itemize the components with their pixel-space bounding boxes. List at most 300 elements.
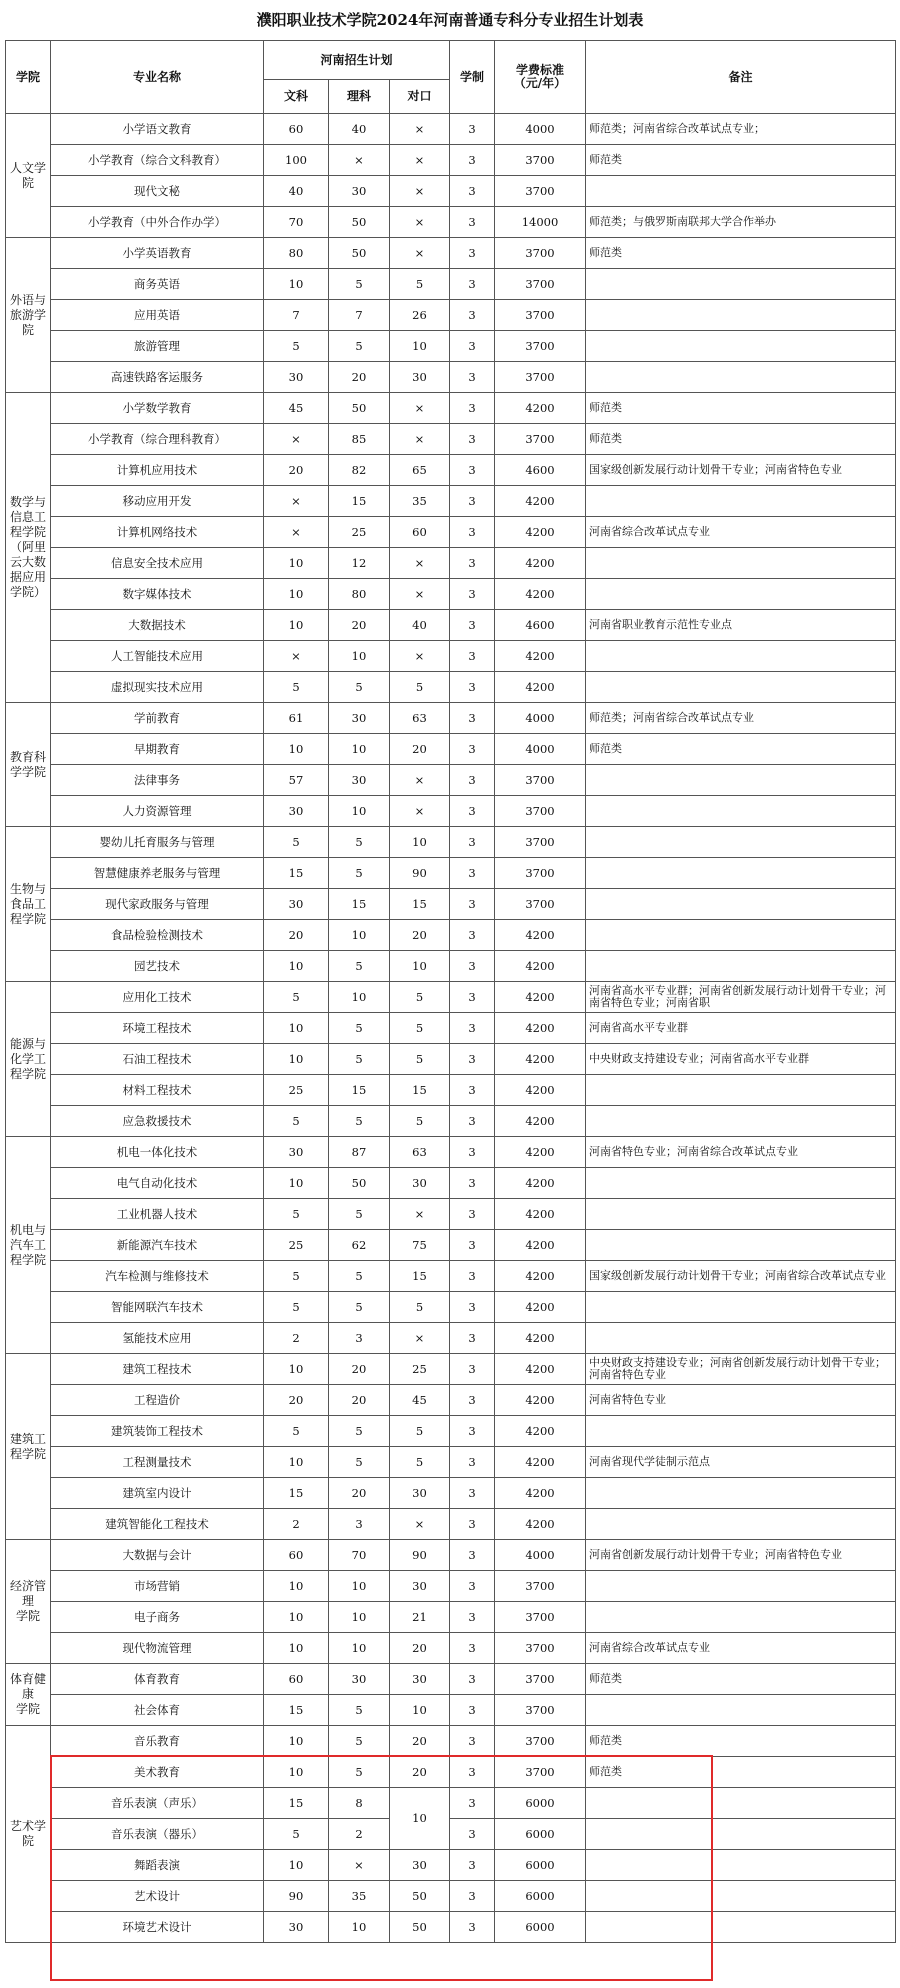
major-name: 汽车检测与维修技术 [51, 1261, 264, 1292]
fee: 3700 [495, 765, 586, 796]
plan-duikou: × [390, 1323, 450, 1354]
plan-duikou: 10 [390, 331, 450, 362]
header-wenke: 文科 [264, 80, 329, 114]
plan-like: 5 [329, 1447, 390, 1478]
xuezhi: 3 [450, 610, 495, 641]
note: 师范类 [586, 393, 896, 424]
table-row [6, 1602, 896, 1633]
plan-like: 70 [329, 1540, 390, 1571]
plan-duikou: 35 [390, 486, 450, 517]
plan-duikou: × [390, 548, 450, 579]
plan-like: 10 [329, 982, 390, 1013]
plan-duikou: × [390, 176, 450, 207]
note: 河南省特色专业；河南省综合改革试点专业 [586, 1137, 896, 1168]
plan-duikou: 20 [390, 734, 450, 765]
fee: 4200 [495, 1416, 586, 1447]
header-xuezhi: 学制 [450, 41, 495, 114]
table-row [6, 114, 896, 145]
fee: 3700 [495, 424, 586, 455]
plan-like: 80 [329, 579, 390, 610]
table-row [6, 641, 896, 672]
major-name: 法律事务 [51, 765, 264, 796]
plan-wenke: 60 [264, 114, 329, 145]
college-name: 建筑工 程学院 [6, 1354, 51, 1540]
plan-wenke: 10 [264, 548, 329, 579]
fee: 4200 [495, 1075, 586, 1106]
plan-like: 5 [329, 331, 390, 362]
plan-like: 10 [329, 920, 390, 951]
note [586, 269, 896, 300]
major-name: 旅游管理 [51, 331, 264, 362]
xuezhi: 3 [450, 1075, 495, 1106]
major-name: 机电一体化技术 [51, 1137, 264, 1168]
plan-like: 5 [329, 269, 390, 300]
table-row [6, 765, 896, 796]
fee: 4200 [495, 579, 586, 610]
plan-duikou: 20 [390, 920, 450, 951]
xuezhi: 3 [450, 1447, 495, 1478]
major-name: 计算机网络技术 [51, 517, 264, 548]
plan-like: 20 [329, 1354, 390, 1385]
plan-like: 20 [329, 362, 390, 393]
xuezhi: 3 [450, 889, 495, 920]
plan-like: 2 [329, 1819, 390, 1850]
major-name: 园艺技术 [51, 951, 264, 982]
fee: 4200 [495, 982, 586, 1013]
plan-wenke: 10 [264, 1447, 329, 1478]
fee: 3700 [495, 796, 586, 827]
plan-like: 5 [329, 1757, 390, 1788]
xuezhi: 3 [450, 331, 495, 362]
major-name: 人工智能技术应用 [51, 641, 264, 672]
plan-duikou: 5 [390, 1447, 450, 1478]
major-name: 舞蹈表演 [51, 1850, 264, 1881]
plan-duikou: 5 [390, 982, 450, 1013]
xuezhi: 3 [450, 1137, 495, 1168]
major-name: 建筑装饰工程技术 [51, 1416, 264, 1447]
xuezhi: 3 [450, 1354, 495, 1385]
table-row [6, 1385, 896, 1416]
fee: 4000 [495, 114, 586, 145]
header-fee: 学费标准 （元/年） [495, 41, 586, 114]
plan-like: 3 [329, 1323, 390, 1354]
xuezhi: 3 [450, 455, 495, 486]
plan-wenke: 60 [264, 1664, 329, 1695]
major-name: 美术教育 [51, 1757, 264, 1788]
fee: 3700 [495, 331, 586, 362]
plan-like: 5 [329, 951, 390, 982]
table-row [6, 1416, 896, 1447]
table-row [6, 1664, 896, 1695]
major-name: 商务英语 [51, 269, 264, 300]
plan-wenke: 10 [264, 1757, 329, 1788]
fee: 6000 [495, 1788, 586, 1819]
plan-duikou: 30 [390, 362, 450, 393]
table-row [6, 1912, 896, 1943]
note: 中央财政支持建设专业；河南省创新发展行动计划骨干专业；河南省特色专业 [586, 1354, 896, 1385]
fee: 4200 [495, 1261, 586, 1292]
plan-duikou: 5 [390, 672, 450, 703]
plan-wenke: 5 [264, 1199, 329, 1230]
fee: 4200 [495, 1013, 586, 1044]
major-name: 音乐教育 [51, 1726, 264, 1757]
xuezhi: 3 [450, 300, 495, 331]
plan-like: 10 [329, 641, 390, 672]
plan-wenke: 20 [264, 455, 329, 486]
fee: 6000 [495, 1850, 586, 1881]
fee: 6000 [495, 1912, 586, 1943]
plan-duikou: × [390, 207, 450, 238]
plan-duikou: 50 [390, 1912, 450, 1943]
major-name: 建筑智能化工程技术 [51, 1509, 264, 1540]
plan-duikou: × [390, 579, 450, 610]
plan-like: 5 [329, 1292, 390, 1323]
table-row [6, 1571, 896, 1602]
note [586, 641, 896, 672]
note [586, 579, 896, 610]
xuezhi: 3 [450, 1726, 495, 1757]
table-row [6, 1230, 896, 1261]
xuezhi: 3 [450, 1509, 495, 1540]
xuezhi: 3 [450, 1850, 495, 1881]
xuezhi: 3 [450, 1478, 495, 1509]
table-row [6, 1075, 896, 1106]
xuezhi: 3 [450, 548, 495, 579]
xuezhi: 3 [450, 1292, 495, 1323]
fee: 3700 [495, 827, 586, 858]
xuezhi: 3 [450, 1788, 495, 1819]
plan-duikou: 5 [390, 1416, 450, 1447]
note [586, 1323, 896, 1354]
plan-wenke: 30 [264, 796, 329, 827]
table-row [6, 393, 896, 424]
plan-like: 25 [329, 517, 390, 548]
plan-wenke: 30 [264, 889, 329, 920]
major-name: 信息安全技术应用 [51, 548, 264, 579]
fee: 4200 [495, 1354, 586, 1385]
plan-duikou: 20 [390, 1757, 450, 1788]
college-name: 生物与 食品工 程学院 [6, 827, 51, 982]
table-row [6, 145, 896, 176]
table-row [6, 1788, 896, 1819]
fee: 4200 [495, 1509, 586, 1540]
fee: 4200 [495, 548, 586, 579]
college-name: 外语与 旅游学 院 [6, 238, 51, 393]
table-row [6, 734, 896, 765]
plan-wenke: 80 [264, 238, 329, 269]
note [586, 1230, 896, 1261]
note [586, 1075, 896, 1106]
note [586, 1819, 896, 1850]
plan-like: 35 [329, 1881, 390, 1912]
plan-duikou: 10 [390, 827, 450, 858]
fee: 6000 [495, 1881, 586, 1912]
note: 师范类 [586, 734, 896, 765]
table-row [6, 238, 896, 269]
fee: 4200 [495, 672, 586, 703]
table-row [6, 331, 896, 362]
fee: 4600 [495, 610, 586, 641]
fee: 4000 [495, 734, 586, 765]
major-name: 氢能技术应用 [51, 1323, 264, 1354]
plan-duikou: 50 [390, 1881, 450, 1912]
plan-wenke: 10 [264, 1044, 329, 1075]
xuezhi: 3 [450, 1013, 495, 1044]
plan-duikou: 15 [390, 1261, 450, 1292]
major-name: 大数据与会计 [51, 1540, 264, 1571]
plan-wenke: 25 [264, 1075, 329, 1106]
major-name: 虚拟现实技术应用 [51, 672, 264, 703]
college-name: 教育科 学学院 [6, 703, 51, 827]
xuezhi: 3 [450, 1416, 495, 1447]
plan-duikou: 5 [390, 269, 450, 300]
major-name: 现代物流管理 [51, 1633, 264, 1664]
fee: 4200 [495, 1137, 586, 1168]
major-name: 石油工程技术 [51, 1044, 264, 1075]
plan-duikou: × [390, 796, 450, 827]
table-row [6, 672, 896, 703]
xuezhi: 3 [450, 1602, 495, 1633]
plan-like: 50 [329, 393, 390, 424]
note [586, 1106, 896, 1137]
note [586, 796, 896, 827]
plan-wenke: 10 [264, 1571, 329, 1602]
major-name: 音乐表演（器乐） [51, 1819, 264, 1850]
plan-like: 7 [329, 300, 390, 331]
plan-like: 5 [329, 1726, 390, 1757]
plan-wenke: 15 [264, 858, 329, 889]
plan-like: 5 [329, 1261, 390, 1292]
major-name: 食品检验检测技术 [51, 920, 264, 951]
plan-wenke: 60 [264, 1540, 329, 1571]
fee: 4200 [495, 920, 586, 951]
table-row [6, 517, 896, 548]
note: 河南省创新发展行动计划骨干专业；河南省特色专业 [586, 1540, 896, 1571]
plan-like: 10 [329, 1571, 390, 1602]
major-name: 学前教育 [51, 703, 264, 734]
xuezhi: 3 [450, 796, 495, 827]
major-name: 环境工程技术 [51, 1013, 264, 1044]
major-name: 婴幼儿托育服务与管理 [51, 827, 264, 858]
xuezhi: 3 [450, 238, 495, 269]
plan-wenke: 61 [264, 703, 329, 734]
note [586, 1478, 896, 1509]
major-name: 体育教育 [51, 1664, 264, 1695]
plan-like: 15 [329, 889, 390, 920]
xuezhi: 3 [450, 1261, 495, 1292]
plan-like: 10 [329, 796, 390, 827]
plan-duikou: 90 [390, 1540, 450, 1571]
xuezhi: 3 [450, 1912, 495, 1943]
note [586, 1571, 896, 1602]
plan-duikou: 60 [390, 517, 450, 548]
xuezhi: 3 [450, 858, 495, 889]
major-name: 大数据技术 [51, 610, 264, 641]
plan-wenke: 2 [264, 1323, 329, 1354]
fee: 4200 [495, 1230, 586, 1261]
plan-wenke: 20 [264, 1385, 329, 1416]
xuezhi: 3 [450, 145, 495, 176]
xuezhi: 3 [450, 1664, 495, 1695]
note [586, 827, 896, 858]
major-name: 人力资源管理 [51, 796, 264, 827]
major-name: 小学英语教育 [51, 238, 264, 269]
plan-wenke: 10 [264, 1633, 329, 1664]
college-name: 能源与 化学工 程学院 [6, 982, 51, 1137]
note [586, 1695, 896, 1726]
major-name: 小学数学教育 [51, 393, 264, 424]
major-name: 小学教育（综合理科教育） [51, 424, 264, 455]
major-name: 环境艺术设计 [51, 1912, 264, 1943]
major-name: 工业机器人技术 [51, 1199, 264, 1230]
plan-like: 5 [329, 1106, 390, 1137]
note: 河南省综合改革试点专业 [586, 517, 896, 548]
plan-duikou: 30 [390, 1571, 450, 1602]
plan-duikou: 40 [390, 610, 450, 641]
note: 师范类；河南省综合改革试点专业 [586, 703, 896, 734]
table-row [6, 1199, 896, 1230]
fee: 3700 [495, 176, 586, 207]
table-row [6, 1633, 896, 1664]
major-name: 现代文秘 [51, 176, 264, 207]
plan-wenke: 15 [264, 1788, 329, 1819]
table-row [6, 610, 896, 641]
major-name: 小学教育（综合文科教育） [51, 145, 264, 176]
major-name: 音乐表演（声乐） [51, 1788, 264, 1819]
note: 国家级创新发展行动计划骨干专业；河南省综合改革试点专业 [586, 1261, 896, 1292]
major-name: 移动应用开发 [51, 486, 264, 517]
note [586, 920, 896, 951]
plan-like: 12 [329, 548, 390, 579]
xuezhi: 3 [450, 486, 495, 517]
fee: 4600 [495, 455, 586, 486]
plan-duikou: 5 [390, 1292, 450, 1323]
table-row [6, 1261, 896, 1292]
header-duikou: 对口 [390, 80, 450, 114]
plan-duikou: 21 [390, 1602, 450, 1633]
note: 河南省职业教育示范性专业点 [586, 610, 896, 641]
major-name: 社会体育 [51, 1695, 264, 1726]
note: 国家级创新发展行动计划骨干专业；河南省特色专业 [586, 455, 896, 486]
xuezhi: 3 [450, 1695, 495, 1726]
plan-wenke: 10 [264, 1726, 329, 1757]
plan-duikou: 63 [390, 1137, 450, 1168]
plan-wenke: 10 [264, 1013, 329, 1044]
plan-like: × [329, 145, 390, 176]
xuezhi: 3 [450, 765, 495, 796]
table-row [6, 486, 896, 517]
xuezhi: 3 [450, 393, 495, 424]
plan-like: 5 [329, 1199, 390, 1230]
plan-like: 5 [329, 827, 390, 858]
plan-wenke: 10 [264, 951, 329, 982]
note [586, 300, 896, 331]
table-row [6, 1013, 896, 1044]
fee: 4200 [495, 393, 586, 424]
fee: 4200 [495, 641, 586, 672]
plan-wenke: × [264, 517, 329, 548]
plan-wenke: 5 [264, 1106, 329, 1137]
major-name: 早期教育 [51, 734, 264, 765]
note [586, 1850, 896, 1881]
plan-like: 10 [329, 734, 390, 765]
plan-wenke: 10 [264, 269, 329, 300]
xuezhi: 3 [450, 951, 495, 982]
plan-like: 30 [329, 176, 390, 207]
fee: 3700 [495, 1571, 586, 1602]
table-row [6, 889, 896, 920]
note [586, 889, 896, 920]
plan-duikou: 5 [390, 1013, 450, 1044]
fee: 3700 [495, 1633, 586, 1664]
note [586, 548, 896, 579]
major-name: 小学语文教育 [51, 114, 264, 145]
plan-wenke: 45 [264, 393, 329, 424]
header-plan: 河南招生计划 [264, 41, 450, 80]
table-row [6, 455, 896, 486]
table-row [6, 1044, 896, 1075]
plan-like: 5 [329, 858, 390, 889]
xuezhi: 3 [450, 1633, 495, 1664]
plan-like: 50 [329, 238, 390, 269]
major-name: 电气自动化技术 [51, 1168, 264, 1199]
plan-duikou: 26 [390, 300, 450, 331]
note: 师范类；与俄罗斯南联邦大学合作举办 [586, 207, 896, 238]
fee: 4200 [495, 1447, 586, 1478]
plan-like: 85 [329, 424, 390, 455]
plan-like: 8 [329, 1788, 390, 1819]
plan-duikou: × [390, 393, 450, 424]
xuezhi: 3 [450, 176, 495, 207]
fee: 4200 [495, 1106, 586, 1137]
fee: 3700 [495, 362, 586, 393]
note [586, 1912, 896, 1943]
note: 河南省综合改革试点专业 [586, 1633, 896, 1664]
major-name: 工程造价 [51, 1385, 264, 1416]
plan-duikou: × [390, 1199, 450, 1230]
xuezhi: 3 [450, 1168, 495, 1199]
xuezhi: 3 [450, 1757, 495, 1788]
table-row [6, 269, 896, 300]
major-name: 应用化工技术 [51, 982, 264, 1013]
plan-duikou: 30 [390, 1850, 450, 1881]
major-name: 工程测量技术 [51, 1447, 264, 1478]
table-row [6, 207, 896, 238]
table-row [6, 1509, 896, 1540]
fee: 4000 [495, 1540, 586, 1571]
college-name: 体育健康 学院 [6, 1664, 51, 1726]
table-row [6, 796, 896, 827]
note [586, 858, 896, 889]
major-name: 建筑工程技术 [51, 1354, 264, 1385]
plan-duikou: 30 [390, 1664, 450, 1695]
note: 师范类 [586, 145, 896, 176]
plan-wenke: 5 [264, 672, 329, 703]
plan-duikou: 30 [390, 1478, 450, 1509]
table-row [6, 1168, 896, 1199]
plan-wenke: 10 [264, 1354, 329, 1385]
fee: 3700 [495, 300, 586, 331]
plan-like: 15 [329, 486, 390, 517]
plan-wenke: 5 [264, 1416, 329, 1447]
fee: 4200 [495, 1478, 586, 1509]
xuezhi: 3 [450, 517, 495, 548]
plan-like: 30 [329, 1664, 390, 1695]
note [586, 1509, 896, 1540]
note [586, 1881, 896, 1912]
plan-wenke: 5 [264, 1261, 329, 1292]
table-row [6, 1540, 896, 1571]
